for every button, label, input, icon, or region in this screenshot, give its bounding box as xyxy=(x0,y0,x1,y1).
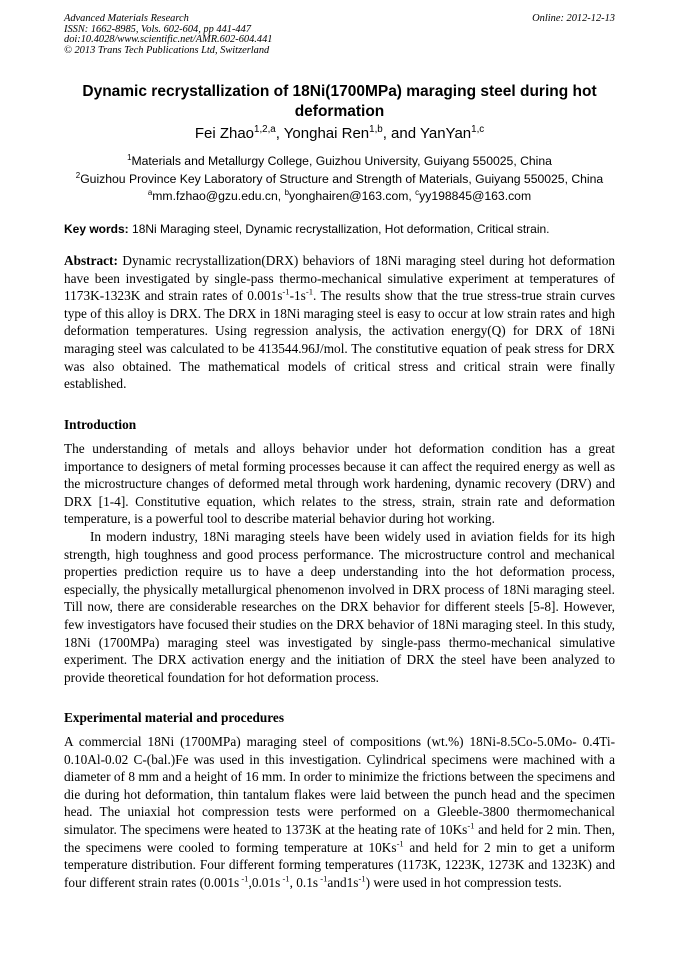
affiliation-1 xyxy=(64,153,615,169)
intro-paragraph-1: The understanding of metals and alloys behavior under hot deformation condition has a great importance to designers of metal forming processes because it can affect the required energy as well as the microstructure changes of deformed metal through work hardening, dynamic recovery (DRV) and DRX [1-4]. Constitutive equation, which relates to the stress, strain, strain rate and deformation temperature, is a powerful tool to describe material behavior during hot working. xyxy=(64,441,615,527)
author-name: Yonghai Ren xyxy=(283,125,370,142)
online-date: Online: 2012-12-13 xyxy=(532,13,615,24)
introduction-body xyxy=(64,440,615,686)
author-sup: 1,b xyxy=(369,124,383,135)
superscript: -1 xyxy=(280,873,290,884)
abstract-label: Abstract: xyxy=(64,253,118,268)
keywords-label: Key words: xyxy=(64,222,129,236)
exp-text: and1s xyxy=(327,874,359,890)
doi: doi:10.4028/www.scientific.net/AMR.602-604.441 xyxy=(64,34,273,46)
email-c[interactable]: yy198845@163.com xyxy=(419,189,532,203)
email-marker-a: a xyxy=(147,187,153,197)
section-heading-experimental: Experimental material and procedures xyxy=(64,710,284,725)
superscript: -1 xyxy=(318,873,328,884)
superscript: -1 xyxy=(467,820,475,831)
experimental-body xyxy=(64,733,615,891)
affiliation-2 xyxy=(64,171,615,187)
section-heading-introduction: Introduction xyxy=(64,417,137,432)
journal-header xyxy=(64,14,615,56)
intro-paragraph-2: In modern industry, 18Ni maraging steels have been widely used in aviation fields for its high strength, high toughness and good process performance. The microstructure control and mechanical properties prediction require us to have a deep understanding into the hot deformation process, especially, the physically metallurgical phenomenon involved in DRX process of 18Ni maraging steel. Till now, there are considerable researches on the DRX behavior for different steels [5-8]. However, few investigators have focused their studies on the DRX behavior of 18Ni maraging steel. In this study, 18Ni (1700MPa) maraging steel was investigated by single-pass thermo-mechanical simulative experiment. The DRX activation energy and the initiation of DRX the steel have been analyzed to provide theoretical foundation for hot deformation process. xyxy=(64,528,615,685)
author-name: Fei Zhao xyxy=(194,125,255,142)
superscript: -1 xyxy=(239,873,249,884)
exp-text: and held for 2 min. Then, the specimens were cooled to forming temperature at 10Ks xyxy=(64,821,616,855)
exp-text: ) were used in hot compression tests. xyxy=(365,874,562,890)
email-marker-c: c xyxy=(415,187,420,197)
abstract-text: . The results show that the true stress-true strain curves type of this alloy is DRX. The DRX in 18Ni maraging steel is easy to occur at low strain rates and high deformation temperatures. Using regression analysis, the activation energy(Q) for DRX of 18Ni maraging steel was calculated to be 413544.96J/mol. The constitutive equation of peak stress for DRX was also obtained. The mathematical models of critical stress and critical strain were finally established. xyxy=(64,288,615,392)
superscript: -1 xyxy=(305,286,314,297)
paper-title: Dynamic recrystallization of 18Ni(1700MPa) maraging steel during hot deformation xyxy=(82,83,597,120)
abstract-text: Dynamic recrystallization(DRX) behaviors of 18Ni maraging steel during hot deformation have been investigated by single-pass thermo-mechanical simulative experiment at temperatures of 1173K-1323K and strain rates of 0.001s xyxy=(64,253,615,304)
affiliation-text: Guizhou Province Key Laboratory of Structure and Strength of Materials, Guiyang 550025, China xyxy=(80,172,604,186)
exp-text: ,0.01s xyxy=(248,874,281,890)
superscript: -1 xyxy=(396,838,404,849)
email-marker-b: b xyxy=(284,187,289,197)
affiliation-num: 1 xyxy=(127,152,132,162)
exp-text: and held for 2 min to get a uniform temperature distribution. Four different forming temperatures (1173K, 1223K, 1273K and 1323K) and four different strain rates (0.001s xyxy=(64,839,615,890)
email-b[interactable]: yonghairen@163.com, xyxy=(288,189,416,203)
journal-name: Advanced Materials Research xyxy=(64,13,189,24)
copyright: © 2013 Trans Tech Publications Ltd, Switzerland xyxy=(64,44,270,56)
author-sup: 1,2,a xyxy=(254,124,276,135)
author-sep: , xyxy=(275,125,284,142)
superscript: -1 xyxy=(358,873,366,884)
abstract xyxy=(64,252,615,393)
affiliation-text: Materials and Metallurgy College, Guizhou University, Guiyang 550025, China xyxy=(131,154,552,168)
author-name: YanYan xyxy=(419,125,472,142)
email-line xyxy=(64,188,615,204)
author-sep: , and xyxy=(382,125,420,142)
author-list xyxy=(64,124,615,144)
email-a[interactable]: mm.fzhao@gzu.edu.cn, xyxy=(152,189,285,203)
issn: ISSN: 1662-8985, Vols. 602-604, pp 441-447 xyxy=(64,23,252,35)
keywords xyxy=(64,221,615,237)
author-sup: 1,c xyxy=(471,124,485,135)
keywords-text: 18Ni Maraging steel, Dynamic recrystallization, Hot deformation, Critical strain. xyxy=(132,222,550,236)
exp-text: A commercial 18Ni (1700MPa) maraging steel of compositions (wt.%) 18Ni-8.5Co-5.0Mo- 0.4Ti-0.10Al-0.02 C-(bal.)Fe was used in this investigation. Cylindrical specimens were machined with a diameter of 8 mm and a height of 16 mm. In order to minimize the frictions between the specimens and die during hot deformation, thin tantalum flakes were laid between the punch head and the specimen head. The uniaxial hot compression tests were performed on a Gleeble-3800 thermomechanical simulator. The specimens were heated to 1373K at the heating rate of 10Ks xyxy=(64,734,615,837)
affiliation-num: 2 xyxy=(75,170,81,180)
exp-text: , 0.1s xyxy=(289,874,319,890)
superscript: -1 xyxy=(282,286,290,297)
abstract-text: -1s xyxy=(289,288,306,304)
